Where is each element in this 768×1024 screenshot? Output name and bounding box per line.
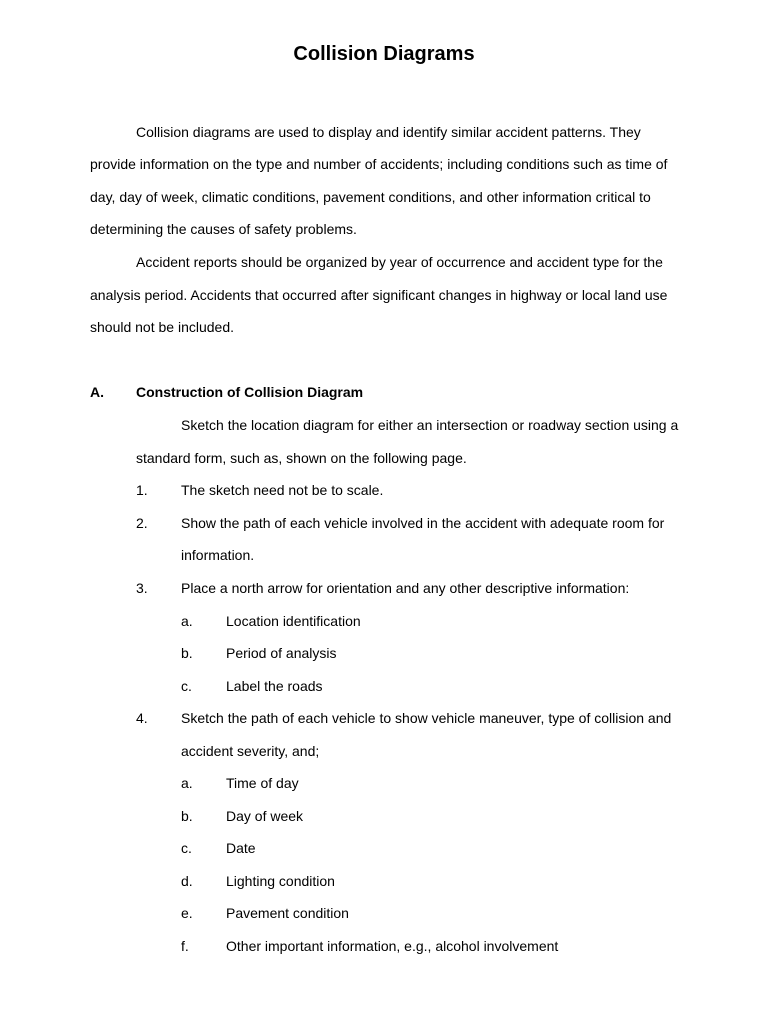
intro-p2-line-3: should not be included. [90, 319, 234, 335]
list-item-1-marker: 1. [136, 482, 148, 498]
list-item-3-text: Place a north arrow for orientation and any other descriptive information: [181, 580, 630, 596]
list-item-4c-marker: c. [181, 840, 192, 856]
list-item-4f-text: Other important information, e.g., alcohol involvement [226, 938, 559, 954]
list-item-3c-text: Label the roads [226, 678, 323, 694]
list-item-2-text-line-1: Show the path of each vehicle involved in the accident with adequate room for [181, 515, 665, 531]
intro-p1-line-1: Collision diagrams are used to display and identify similar accident patterns. They [136, 124, 641, 140]
list-item-2-text-line-2: information. [181, 547, 255, 563]
list-item-3c-marker: c. [181, 678, 192, 694]
list-item-4-text-line-2: accident severity, and; [181, 743, 320, 759]
list-item-4a-text: Time of day [226, 775, 299, 791]
list-item-4e-text: Pavement condition [226, 905, 349, 921]
list-item-2-marker: 2. [136, 515, 148, 531]
list-item-4d-text: Lighting condition [226, 873, 335, 889]
page-title: Collision Diagrams [293, 43, 475, 65]
list-item-3-marker: 3. [136, 580, 148, 596]
section-a-lead-line-1: Sketch the location diagram for either an intersection or roadway section using a [181, 417, 679, 433]
list-item-4e-marker: e. [181, 905, 193, 921]
list-item-4b-text: Day of week [226, 808, 304, 824]
intro-p2-line-2: analysis period. Accidents that occurred after significant changes in highway or local land use [90, 287, 668, 303]
list-item-4c-text: Date [226, 840, 256, 856]
intro-p2-line-1: Accident reports should be organized by year of occurrence and accident type for the [136, 254, 663, 270]
list-item-3a-text: Location identification [226, 613, 361, 629]
list-item-4a-marker: a. [181, 775, 193, 791]
intro-p1-line-3: day, day of week, climatic conditions, pavement conditions, and other information critical to [90, 189, 651, 205]
list-item-4-marker: 4. [136, 710, 148, 726]
list-item-3b-marker: b. [181, 645, 193, 661]
section-a-heading: Construction of Collision Diagram [136, 384, 364, 400]
intro-p1-line-4: determining the causes of safety problems. [90, 221, 357, 237]
section-a-marker: A. [90, 384, 104, 400]
section-a-lead-line-2: standard form, such as, shown on the following page. [136, 450, 467, 466]
list-item-4-text-line-1: Sketch the path of each vehicle to show vehicle maneuver, type of collision and [181, 710, 672, 726]
list-item-3a-marker: a. [181, 613, 193, 629]
list-item-4b-marker: b. [181, 808, 193, 824]
list-item-3b-text: Period of analysis [226, 645, 337, 661]
intro-p1-line-2: provide information on the type and number of accidents; including conditions such as time of [90, 156, 668, 172]
list-item-1-text: The sketch need not be to scale. [181, 482, 384, 498]
list-item-4d-marker: d. [181, 873, 193, 889]
list-item-4f-marker: f. [181, 938, 189, 954]
